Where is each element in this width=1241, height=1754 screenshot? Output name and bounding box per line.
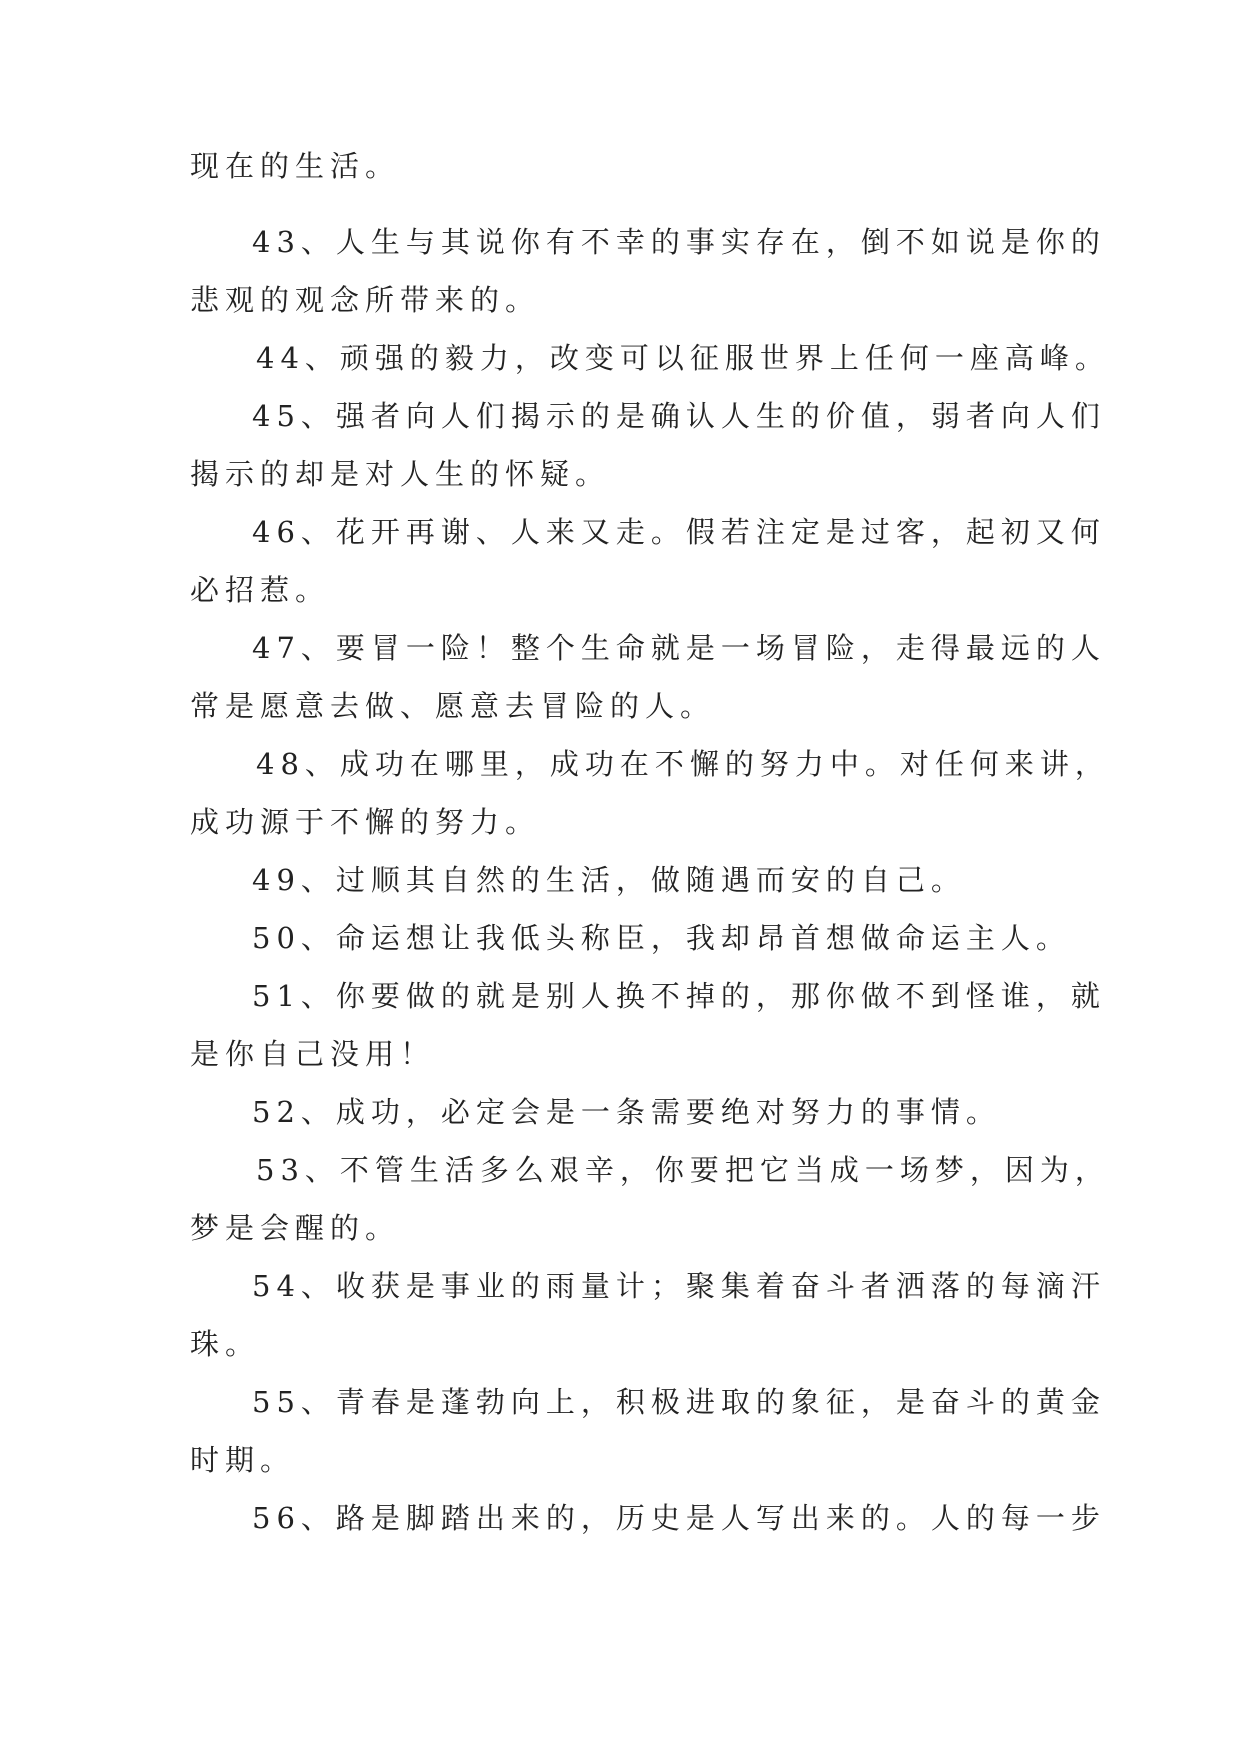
text-line-17: 52、成功，必定会是一条需要绝对努力的事情。 xyxy=(252,1095,1001,1129)
text-line-23: 时期。 xyxy=(190,1443,296,1477)
text-line-15: 51、你要做的就是别人换不掉的，那你做不到怪谁，就 xyxy=(252,979,1106,1013)
text-line-18: 53、不管生活多么艰辛，你要把它当成一场梦，因为， xyxy=(256,1153,1110,1187)
text-line-5: 45、强者向人们揭示的是确认人生的价值，弱者向人们 xyxy=(252,399,1106,433)
text-line-20: 54、收获是事业的雨量计；聚集着奋斗者洒落的每滴汗 xyxy=(252,1269,1106,1303)
text-line-24: 56、路是脚踏出来的，历史是人写出来的。人的每一步 xyxy=(252,1501,1106,1535)
text-line-21: 珠。 xyxy=(190,1327,261,1361)
text-line-6: 揭示的却是对人生的怀疑。 xyxy=(190,457,611,491)
text-line-1: 现在的生活。 xyxy=(190,149,401,183)
text-line-7: 46、花开再谢、人来又走。假若注定是过客，起初又何 xyxy=(252,515,1106,549)
text-line-11: 48、成功在哪里，成功在不懈的努力中。对任何来讲， xyxy=(256,747,1110,781)
text-line-22: 55、青春是蓬勃向上，积极进取的象征，是奋斗的黄金 xyxy=(252,1385,1106,1419)
text-line-19: 梦是会醒的。 xyxy=(190,1211,401,1245)
text-line-13: 49、过顺其自然的生活，做随遇而安的自己。 xyxy=(252,863,966,897)
text-line-16: 是你自己没用！ xyxy=(190,1037,436,1071)
text-line-14: 50、命运想让我低头称臣，我却昂首想做命运主人。 xyxy=(252,921,1071,955)
text-line-8: 必招惹。 xyxy=(190,573,331,607)
text-line-10: 常是愿意去做、愿意去冒险的人。 xyxy=(190,689,716,723)
text-line-4: 44、顽强的毅力，改变可以征服世界上任何一座高峰。 xyxy=(256,341,1110,375)
text-line-12: 成功源于不懈的努力。 xyxy=(190,805,541,839)
text-line-2: 43、人生与其说你有不幸的事实存在，倒不如说是你的 xyxy=(252,225,1106,259)
text-line-3: 悲观的观念所带来的。 xyxy=(190,283,541,317)
text-line-9: 47、要冒一险！整个生命就是一场冒险，走得最远的人 xyxy=(252,631,1106,665)
